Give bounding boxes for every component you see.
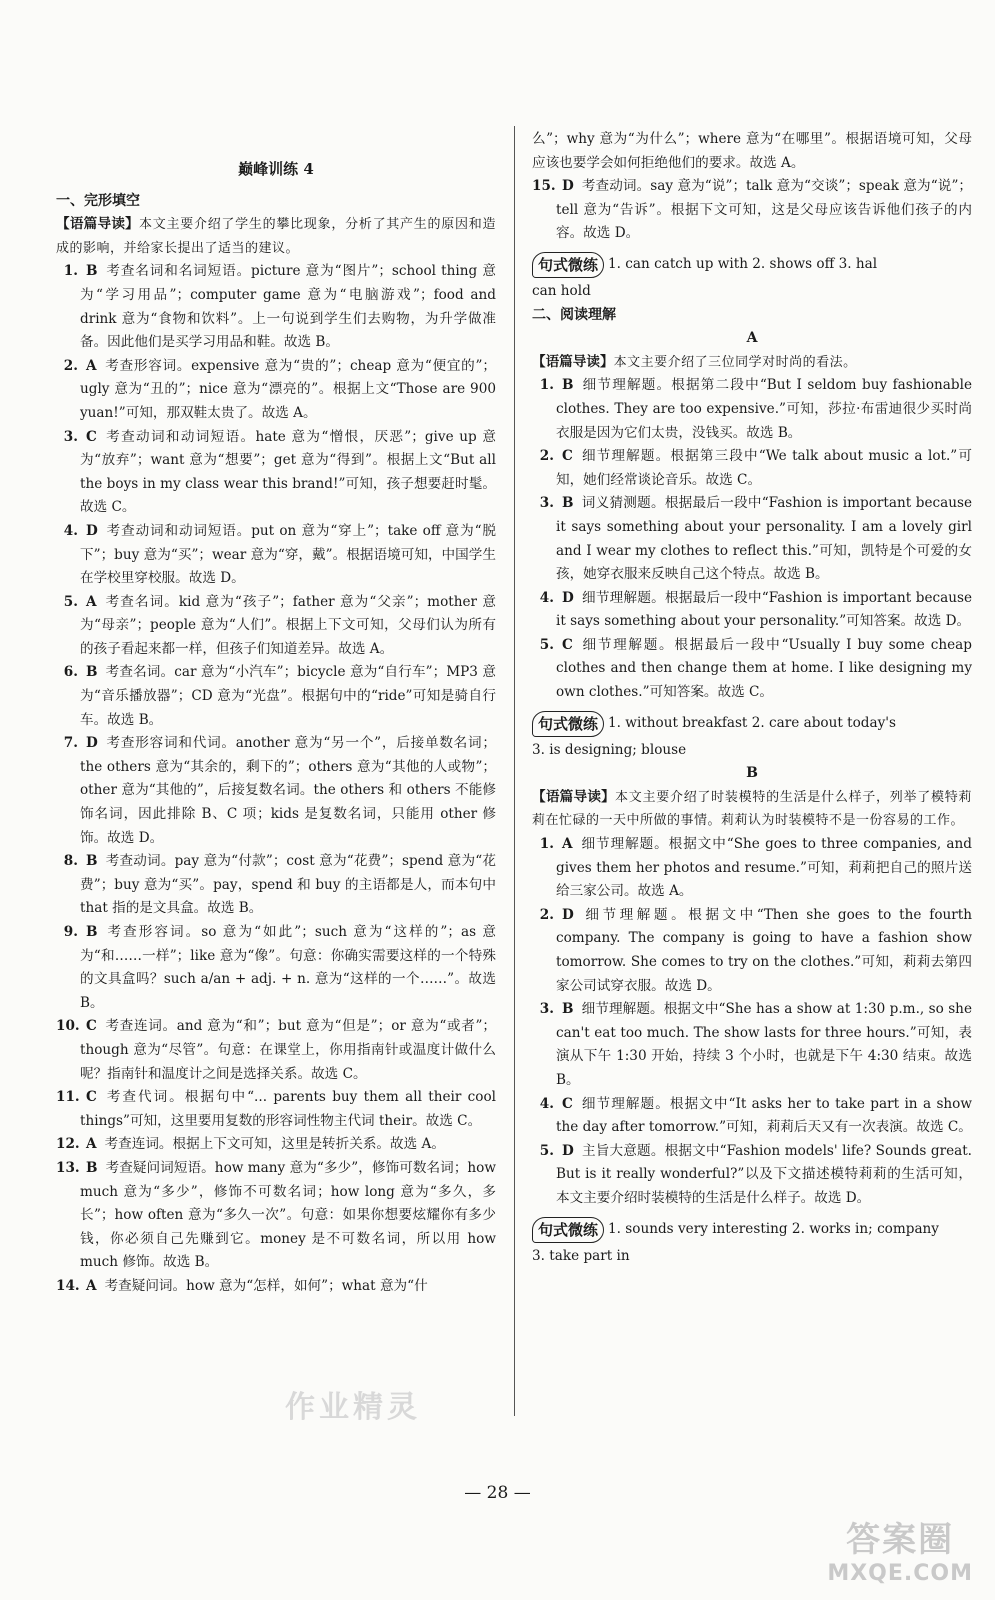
item-number: 2. — [539, 906, 554, 923]
item-number: 5. — [63, 593, 78, 610]
right-column — [532, 128, 972, 1268]
drill-badge: 句式微练 — [532, 711, 604, 737]
answer-item — [56, 1015, 496, 1086]
item-explanation: 考查动词。say 意为“说”；talk 意为“交谈”；speak 意为“说”；tell 意为“告诉”。根据下文可知，这是父母应该告诉他们孩子的内容。故选 D。 — [556, 178, 972, 242]
item-answer: D — [562, 906, 574, 923]
item-answer: A — [86, 357, 97, 374]
answer-item — [56, 850, 496, 921]
item-explanation: 考查疑问词。how 意为“怎样，如何”；what 意为“什 — [104, 1277, 428, 1294]
guide-tag: 【语篇导读】 — [532, 353, 614, 370]
item-answer: A — [86, 593, 97, 610]
answer-item — [56, 1157, 496, 1275]
guide-tag: 【语篇导读】 — [532, 788, 615, 805]
item-answer: D — [562, 589, 574, 606]
watermark-logo — [827, 1512, 973, 1586]
item-number: 1. — [63, 263, 78, 280]
answer-item — [56, 732, 496, 850]
item-explanation: 考查代词。根据句中“... parents buy them all their cool things”可知，这里要用复数的形容词性物主代词 their。故选 C。 — [80, 1089, 496, 1129]
answer-list-cloze — [56, 260, 496, 1298]
answer-list-part-b — [532, 833, 972, 1211]
item-answer: A — [86, 1136, 97, 1153]
item-number: 13. — [56, 1159, 80, 1176]
item-answer: B — [86, 664, 98, 681]
watermark-en: MXQE.COM — [827, 1561, 973, 1586]
section-heading-reading: 二、阅读理解 — [532, 306, 616, 323]
continued-text: 么”；why 意为“为什么”；where 意为“在哪里”。根据语境可知，父母应该也要学会如何拒绝他们的要求。故选 A。 — [532, 131, 972, 171]
drill-badge: 句式微练 — [532, 252, 604, 278]
answer-item — [56, 426, 496, 520]
continued-explanation — [532, 128, 972, 175]
item-number: 10. — [56, 1018, 80, 1035]
item-explanation: 细节理解题。根据第二段中“But I seldom buy fashionable clothes. They are too expensive.”可知，莎拉·布雷迪很少买时尚衣服是因为它们太贵，没钱买。故选 B。 — [556, 377, 972, 441]
drill-answers: 1. sounds very interesting 2. works in; company — [608, 1220, 939, 1237]
item-number: 12. — [56, 1136, 80, 1153]
item-number: 4. — [539, 1095, 554, 1112]
left-column — [56, 120, 496, 1299]
item-answer: A — [86, 1277, 97, 1294]
part-a-heading: A — [746, 330, 758, 347]
page-number: — 28 — — [464, 1483, 531, 1503]
item-answer: C — [562, 636, 573, 653]
item-explanation: 考查名词和名词短语。picture 意为“图片”；school thing 意为“学习用品”；computer game 意为“电脑游戏”；food and drink 意为“食物和饮料”。上一句说到学生们去购物，为升学做准备。因此他们是买学习用品和鞋。故选 B。 — [80, 263, 496, 351]
item-number: 5. — [539, 1142, 554, 1159]
answer-item — [532, 833, 972, 904]
item-answer: B — [86, 1159, 98, 1176]
item-number: 2. — [539, 448, 554, 465]
item-explanation: 考查疑问词短语。how many 意为“多少”，修饰可数名词；how much 意为“多少”，修饰不可数名词；how long 意为“多久，多长”；how often 意为“多久一次”。句意：如果你想要炫耀你有多少钱，你必须自己先赚到它。money 是不可数名词，所以用 how much 修饰。故选 B。 — [80, 1159, 496, 1271]
item-answer: C — [86, 1018, 97, 1035]
answer-item — [56, 1086, 496, 1133]
drill-answers-continued: 3. take part in — [532, 1247, 630, 1264]
answer-item — [532, 445, 972, 492]
item-number: 8. — [63, 853, 78, 870]
item-explanation: 主旨大意题。根据文中“Fashion models' life? Sounds great. But is it really wonderful?”以及下文描述模特莉莉的生活可知，本文主要介绍时装模特的生活是什么样子。故选 D。 — [556, 1142, 972, 1206]
answer-item — [56, 260, 496, 354]
item-explanation: 考查动词和动词短语。hate 意为“憎恨，厌恶”；give up 意为“放弃”；want 意为“想要”；get 意为“得到”。根据上文“But all the boys in my class wear this brand!”可知，孩子想要赶时髦。故选 C。 — [80, 428, 496, 516]
item-explanation: 细节理解题。根据最后一段中“Usually I buy some cheap clothes and then change them at home. I like designing my own clothes.”可知答案。故选 C。 — [556, 636, 972, 701]
answer-item — [532, 998, 972, 1092]
answer-item — [56, 921, 496, 1015]
part-b-heading: B — [746, 765, 758, 782]
guide-text: 本文主要介绍了时装模特的生活是什么样子，列举了模特莉莉在忙碌的一天中所做的事情。莉莉认为时装模特不是一份容易的工作。 — [532, 789, 972, 829]
guide-tag: 【语篇导读】 — [56, 216, 139, 233]
answer-item — [532, 175, 972, 246]
item-number: 2. — [63, 357, 78, 374]
watermark-middle: 作业精灵 — [285, 1390, 421, 1425]
item-answer: D — [562, 1142, 574, 1159]
answer-item — [56, 355, 496, 426]
answer-item — [56, 1275, 496, 1299]
item-explanation: 细节理解题。根据最后一段中“Fashion is important because it says something about your personality.”可知答案。故选 D。 — [556, 589, 972, 630]
guide-text: 本文主要介绍了学生的攀比现象，分析了其产生的原因和造成的影响，并给家长提出了适当的建议。 — [56, 217, 496, 256]
item-answer: D — [86, 735, 98, 752]
page-title: 巅峰训练 4 — [238, 160, 314, 178]
item-explanation: 细节理解题。根据文中“She goes to three companies, and gives them her photos and resume.”可知，莉莉把自己的照片送给三家公司。故选 A。 — [556, 836, 972, 900]
drill-badge: 句式微练 — [532, 1217, 604, 1243]
reading-guide — [532, 351, 972, 375]
answer-item — [56, 520, 496, 591]
item-number: 1. — [539, 836, 554, 853]
item-answer: C — [86, 1089, 97, 1106]
answer-list-part-a — [532, 374, 972, 704]
item-answer: B — [86, 924, 98, 940]
item-number: 9. — [63, 924, 78, 940]
item-number: 3. — [63, 428, 78, 445]
item-number: 4. — [539, 589, 554, 606]
reading-guide — [532, 786, 972, 833]
answer-item — [56, 591, 496, 662]
item-number: 14. — [56, 1277, 80, 1294]
answer-item — [532, 1140, 972, 1211]
item-explanation: 考查连词。根据上下文可知，这里是转折关系。故选 A。 — [104, 1136, 445, 1153]
item-number: 3. — [539, 1001, 554, 1018]
item-number: 7. — [63, 735, 78, 752]
sentence-drill — [532, 252, 972, 278]
item-number: 11. — [56, 1089, 80, 1106]
section-heading-cloze: 一、完形填空 — [56, 192, 140, 209]
answer-item — [56, 661, 496, 732]
watermark-cn: 答案圈 — [846, 1520, 955, 1560]
drill-answers: 1. can catch up with 2. shows off 3. hal — [608, 256, 878, 273]
item-explanation: 细节理解题。根据文中“Then she goes to the fourth company. The company is going to have a fashion show tomorrow. She comes to try on the clothes.”可知，莉莉去第四家公司试穿衣服。故选 D。 — [556, 906, 972, 994]
item-explanation: 考查名词。kid 意为“孩子”；father 意为“父亲”；mother 意为“母亲”；people 意为“人们”。根据上下文可知，父母们认为所有的孩子看起来都一样，但孩子们知道差异。故选 A。 — [80, 593, 496, 657]
item-number: 6. — [63, 664, 78, 681]
drill-answers: 1. without breakfast 2. care about today's — [608, 714, 896, 731]
item-answer: D — [562, 178, 574, 195]
item-answer: D — [86, 522, 98, 539]
item-answer: C — [562, 448, 573, 465]
item-answer: C — [562, 1095, 573, 1112]
item-number: 3. — [539, 495, 554, 512]
sentence-drill — [532, 711, 972, 737]
sentence-drill — [532, 1217, 972, 1243]
answer-item — [532, 634, 972, 705]
item-explanation: 考查动词。pay 意为“付款”；cost 意为“花费”；spend 意为“花费”；buy 意为“买”。pay，spend 和 buy 的主语都是人，而本句中 that 指的是文具盒。故选 B。 — [80, 853, 496, 917]
item-explanation: 细节理解题。根据第三段中“We talk about music a lot.”可知，她们经常谈论音乐。故选 C。 — [556, 448, 972, 488]
item-explanation: 考查动词和动词短语。put on 意为“穿上”；take off 意为“脱下”；buy 意为“买”；wear 意为“穿，戴”。根据语境可知，中国学生在学校里穿校服。故选 D。 — [80, 522, 496, 587]
item-explanation: 考查名词。car 意为“小汽车”；bicycle 意为“自行车”；MP3 意为“音乐播放器”；CD 意为“光盘”。根据句中的“ride”可知是骑自行车。故选 B。 — [80, 664, 496, 728]
item-number: 15. — [532, 178, 556, 195]
item-answer: B — [86, 263, 98, 280]
item-answer: B — [562, 1001, 574, 1018]
reading-guide — [56, 213, 496, 260]
answer-item — [532, 1093, 972, 1140]
item-answer: B — [86, 853, 98, 870]
drill-answers-continued: 3. is designing; blouse — [532, 741, 687, 758]
answer-item — [532, 492, 972, 586]
item-number: 4. — [63, 522, 78, 539]
item-answer: B — [562, 377, 574, 394]
item-explanation: 细节理解题。根据文中“It asks her to take part in a show the day after tomorrow.”可知，莉莉后天又有一次表演。故选 C。 — [556, 1095, 972, 1136]
column-divider — [514, 126, 515, 1416]
item-explanation: 考查形容词。so 意为“如此”；such 意为“这样的”；as 意为“和……一样”；like 意为“像”。句意：你确实需要这样的一个特殊的文具盒吗？such a/an + adj. + n. 意为“这样的一个……”。故选 B。 — [80, 924, 496, 1011]
answer-item — [532, 374, 972, 445]
guide-text: 本文主要介绍了三位同学对时尚的看法。 — [613, 354, 857, 370]
item-explanation: 细节理解题。根据文中“She has a show at 1:30 p.m., so she can't eat too much. The show lasts for three hours.”可知，表演从下午 1:30 开始，持续 3 个小时，也就是下午 4:30 结束。故选 B。 — [556, 1001, 972, 1088]
item-explanation: 考查连词。and 意为“和”；but 意为“但是”；or 意为“或者”；though 意为“尽管”。句意：在课堂上，你用指南针或温度计做什么呢？指南针和温度计之间是选择关系。故选 C。 — [80, 1018, 496, 1082]
answer-item — [532, 587, 972, 634]
answer-item — [532, 904, 972, 998]
item-answer: B — [562, 495, 574, 512]
item-number: 1. — [539, 377, 554, 394]
item-explanation: 词义猜测题。根据最后一段中“Fashion is important because it says something about your personality. I am a lovely girl and I wear my clothes to reflect this.”可知，凯特是个可爱的女孩，她穿衣服来反映自己这个特点。故选 B。 — [556, 495, 972, 583]
answer-item — [56, 1133, 496, 1157]
item-explanation: 考查形容词。expensive 意为“贵的”；cheap 意为“便宜的”；ugly 意为“丑的”；nice 意为“漂亮的”。根据上文“Those are 900 yuan!”可知，那双鞋太贵了。故选 A。 — [80, 357, 496, 421]
drill-answers-continued: can hold — [532, 282, 591, 299]
item-answer: A — [562, 836, 573, 853]
item-explanation: 考查形容词和代词。another 意为“另一个”，后接单数名词；the others 意为“其余的，剩下的”；others 意为“其他的人或物”；other 意为“其他的”，后接复数名词。the others 和 others 不能修饰名词，因此排除 B、C 项；kids 是复数名词，只能用 other 修饰。故选 D。 — [80, 735, 496, 846]
item-answer: C — [86, 428, 97, 445]
item-number: 5. — [539, 636, 554, 653]
